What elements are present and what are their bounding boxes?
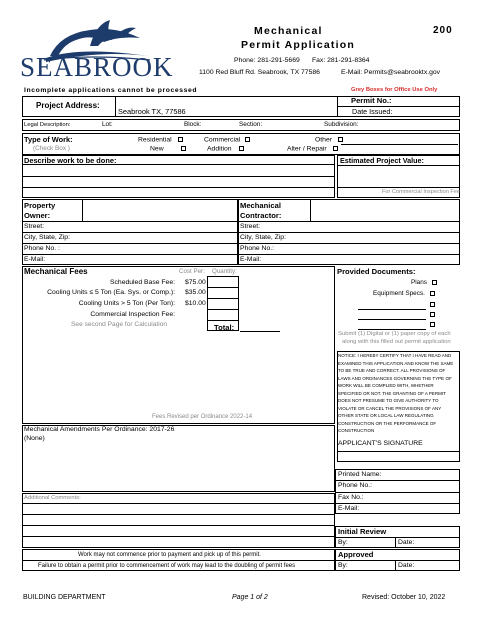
addition-checkbox[interactable] (239, 146, 244, 151)
applicant-fax-field[interactable]: Fax No.: (338, 494, 364, 501)
fees-revised-note: Fees Revised per Ordinance 2022-14 (152, 414, 253, 420)
initial-review-date[interactable]: Date: (398, 539, 415, 546)
submit-note-2: along with this filled out permit application (342, 339, 451, 345)
date-issued-label: Date Issued: (352, 107, 393, 116)
fee-row-label-2: Cooling Units > 5 Ton (Per Ton): (78, 300, 175, 307)
page-title: Mechanical (254, 25, 323, 37)
documents-title: Provided Documents: (337, 267, 416, 276)
owner-label-2: Owner: (24, 211, 51, 220)
approved-title: Approved (338, 550, 374, 559)
comments-label: Additional Comments: (24, 495, 81, 501)
footer-department: BUILDING DEPARTMENT (23, 594, 106, 601)
contractor-street[interactable]: Street: (240, 223, 261, 230)
fee-row-cost-1: $35.00 (185, 289, 206, 296)
fee-row-label-3: Commercial Inspection Fee: (90, 311, 175, 318)
total-label: Total: (214, 323, 235, 332)
other-value-field[interactable]: : (338, 136, 340, 143)
owner-city[interactable]: City, State, Zip: (24, 234, 70, 241)
footer-revised: Revised: October 10, 2022 (362, 594, 446, 601)
plans-checkbox[interactable] (432, 280, 437, 285)
second-page-note: See second Page for Calculation (71, 321, 168, 328)
residential-checkbox[interactable] (178, 137, 183, 142)
fee-row-label-1: Cooling Units ≤ 5 Ton (Ea. Sys. or Comp.): (47, 289, 175, 296)
option-alter-repair[interactable]: Alter / Repair (287, 146, 338, 153)
contractor-label-2: Contractor: (240, 211, 282, 220)
fee-row-cost-2: $10.00 (185, 300, 206, 307)
type-of-work-label: Type of Work: (24, 135, 73, 144)
section-label: Section: (239, 121, 263, 128)
option-other[interactable]: Other (315, 137, 343, 144)
type-of-work-sub: (Check Box ) (33, 145, 70, 152)
amendments-value: (None) (24, 435, 45, 442)
lot-label: Lot: (102, 121, 113, 128)
doc-plans[interactable]: Plans (411, 280, 437, 287)
approved-date[interactable]: Date: (398, 562, 415, 569)
fee-row-cost-0: $75.00 (185, 279, 206, 286)
option-addition[interactable]: Addition (207, 146, 244, 153)
applicant-email-field[interactable]: E-Mail: (338, 505, 360, 512)
contractor-label-1: Mechanical (240, 201, 281, 210)
describe-work-label: Describe work to be done: (24, 156, 117, 165)
estimated-value-label: Estimated Project Value: (340, 156, 424, 165)
commercial-fee-note: For Commercial Inspection Fee (382, 189, 461, 195)
contact-email: E-Mail: Permits@seabrooktx.gov (341, 69, 441, 76)
quantity-header: Quantity: (212, 268, 237, 275)
incomplete-notice: Incomplete applications cannot be processed (24, 87, 198, 94)
warning-line-2: Failure to obtain a permit prior to commencement of work may lead to the doubling of permit fees (38, 563, 296, 569)
initial-review-title: Initial Review (338, 527, 387, 536)
contact-phone: Phone: 281-291-5669 (234, 57, 300, 64)
permit-no-label: Permit No.: (351, 96, 392, 105)
printed-name-field[interactable]: Printed Name: (338, 471, 382, 478)
contractor-phone[interactable]: Phone No.: (240, 245, 275, 252)
owner-phone[interactable]: Phone No. : (24, 245, 60, 252)
form-number: 200 (433, 25, 453, 36)
page-subtitle: Permit Application (241, 39, 355, 51)
legal-label: Legal Description: (24, 122, 71, 128)
amendments-label: Mechanical Amendments Per Ordinance: 2017-26 (24, 426, 175, 433)
office-use-note: Grey Boxes for Office Use Only (351, 87, 438, 93)
cost-per-header: Cost Per: (179, 268, 205, 275)
alter-repair-checkbox[interactable] (333, 146, 338, 151)
contractor-city[interactable]: City, State, Zip: (240, 234, 286, 241)
logo-wordmark: SEABROOK (20, 52, 174, 82)
subdivision-label: Subdivision: (324, 121, 359, 128)
doc-specs[interactable]: Equipment Specs. (373, 291, 435, 298)
approved-by[interactable]: By: (338, 562, 348, 569)
project-address-label: Project Address: (36, 101, 100, 110)
doc-extra-checkbox-3[interactable] (430, 322, 435, 327)
initial-review-by[interactable]: By: (338, 539, 348, 546)
seabrook-logo (20, 16, 174, 82)
fee-row-label-0: Scheduled Base Fee: (110, 279, 175, 286)
doc-extra-checkbox-2[interactable] (430, 312, 435, 317)
contractor-email[interactable]: E-Mail: (240, 256, 262, 263)
project-address-value[interactable]: Seabrook TX, 77586 (118, 107, 186, 116)
owner-label-1: Property (24, 201, 56, 210)
owner-email[interactable]: E-Mail: (24, 256, 46, 263)
applicant-phone-field[interactable]: Phone No.: (338, 482, 373, 489)
block-label: Block: (184, 121, 202, 128)
contact-address: 1100 Red Bluff Rd. Seabrook, TX 77586 (199, 69, 320, 76)
doc-extra-checkbox-1[interactable] (430, 302, 435, 307)
footer-page: Page 1 of 2 (232, 594, 268, 601)
contact-fax: Fax: 281-291-8364 (312, 57, 370, 64)
commercial-checkbox[interactable] (245, 137, 250, 142)
option-commercial[interactable]: Commercial (204, 137, 250, 144)
submit-note-1: Submit (1) Digital or (1) paper copy of each (338, 331, 451, 337)
signature-label: APPLICANT'S SIGNATURE (338, 440, 423, 447)
warning-line-1: Work may not commence prior to payment and pick up of this permit. (78, 552, 261, 558)
certification-text: NOTICE: I HEREBY CERTIFY THAT I HAVE READ AND EXAMINED THIS APPLICATION AND KNOW THE SAME TO BE TRUE AND CORRECT. ALL PROVISIONS OF LAWS AND ORDINANCES GOVERNING THE TYPE OF WORK WILL BE COMPLIED WITH, WHETHER SPECIFIED OR NOT. THE GRANTING OF A PERMIT DOES NOT PRESUME TO GIVE AUTHORITY TO VIOLATE OR CANCEL THE PROVISIONS OF ANY OTHER STATE OR LOCAL LAW REGULATING CONSTRUCTION OR THE PERFORMANCE OF CONSTRUCTION (338, 353, 454, 433)
option-new[interactable]: New (150, 146, 186, 153)
amendments-box (22, 425, 335, 492)
owner-street[interactable]: Street: (24, 223, 45, 230)
specs-checkbox[interactable] (430, 291, 435, 296)
new-checkbox[interactable] (181, 146, 186, 151)
option-residential[interactable]: Residential (138, 137, 183, 144)
fees-title: Mechanical Fees (24, 267, 88, 276)
